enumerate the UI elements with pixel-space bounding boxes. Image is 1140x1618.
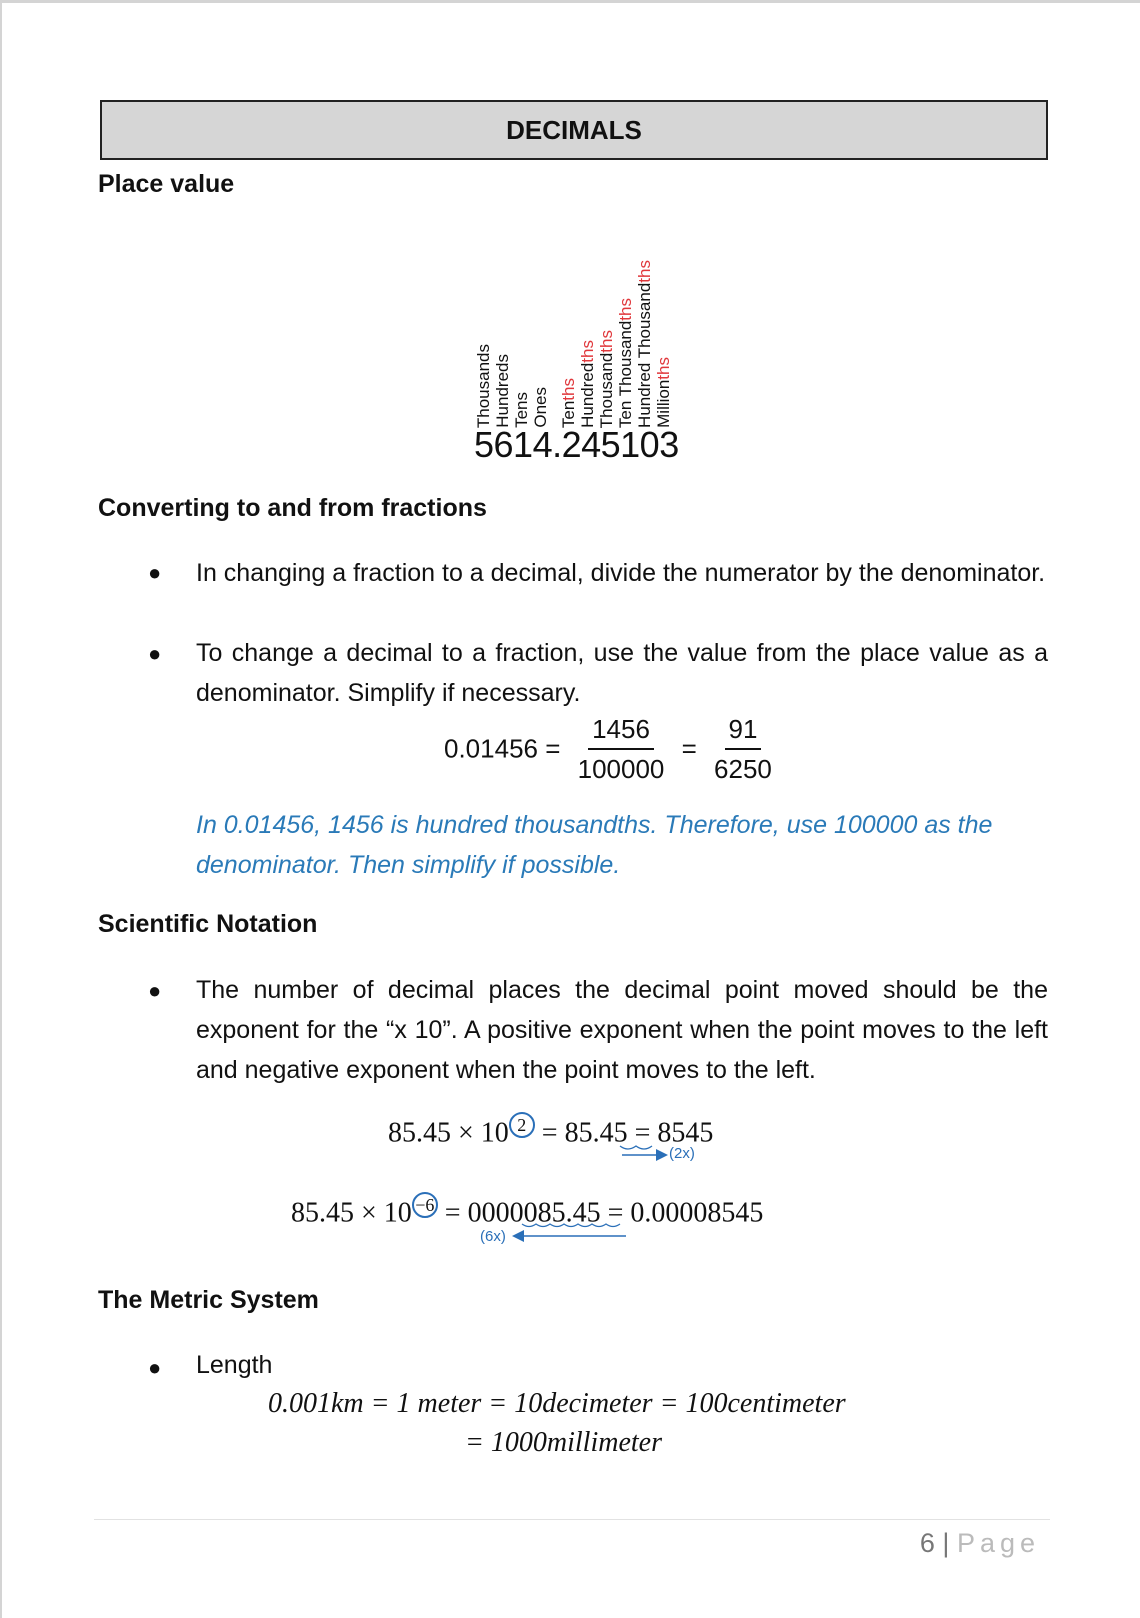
place-value-label-base: Ten Thousand: [616, 320, 635, 428]
heading-scientific: Scientific Notation: [98, 910, 318, 938]
place-value-label-base: Million: [654, 379, 673, 428]
footer-divider: [94, 1519, 1050, 1520]
fraction-bullet-1: In changing a fraction to a decimal, divide the numerator by the denominator.: [196, 559, 1046, 587]
place-value-label: [559, 378, 578, 428]
place-value-label: [616, 298, 635, 428]
fraction-bullet-2: To change a decimal to a fraction, use the value from the place value as a denominator. Simplify if necessary.: [196, 639, 1048, 707]
eq-rest: = 85.45 = 8545: [541, 1117, 714, 1149]
fraction-note: In 0.01456, 1456 is hundred thousandths. Therefore, use 100000 as the denominator. Then simplify if possible.: [196, 811, 993, 879]
place-value-label-suffix: ths: [597, 329, 616, 353]
fraction-equation: [444, 710, 782, 788]
equation-lhs: 0.01456 =: [444, 733, 561, 764]
place-value-label-base: Hundred: [578, 362, 597, 428]
numerator: 91: [725, 710, 762, 750]
place-value-label: [635, 260, 654, 428]
bullet-icon: ●: [148, 1355, 162, 1380]
bullet-icon: ●: [148, 560, 162, 585]
denominator: 100000: [577, 754, 665, 784]
footer-separator: |: [942, 1528, 950, 1558]
place-value-labels: [474, 232, 673, 428]
equals-sign: =: [681, 733, 697, 764]
place-value-number: 5614.245103: [474, 424, 679, 465]
place-value-label-suffix: ths: [559, 377, 578, 401]
place-value-label: [597, 330, 616, 428]
scientific-bullet: The number of decimal places the decimal point moved should be the exponent for the “x 10”. A positive exponent when the point moves to the left and negative exponent when the point moves to the left.: [196, 976, 1048, 1084]
shift-annotation-2x: (2x): [669, 1145, 695, 1162]
place-value-label: [474, 344, 493, 428]
place-value-label-base: Tens: [512, 392, 531, 428]
bullet-icon: ●: [148, 978, 162, 1003]
place-value-label: [578, 340, 597, 428]
page-number: 6: [919, 1528, 935, 1558]
place-value-label-suffix: ths: [635, 260, 654, 283]
place-value-label-base: Thousands: [474, 343, 493, 428]
heading-metric: The Metric System: [98, 1286, 319, 1314]
eq-rest: = 0000085.45 = 0.00008545: [444, 1197, 764, 1229]
page-title-text: DECIMALS: [506, 114, 642, 145]
arrow-left-icon: [510, 1220, 630, 1248]
fraction-1: [574, 710, 669, 788]
metric-equation-line-2: = 1000millimeter: [465, 1427, 662, 1458]
page-footer: [920, 1528, 1040, 1559]
place-value-label: [531, 387, 550, 428]
heading-fractions: Converting to and from fractions: [98, 494, 487, 522]
place-value-label-base: Hundreds: [493, 354, 512, 428]
place-value-label-suffix: ths: [578, 340, 597, 363]
place-value-label-suffix: ths: [616, 297, 635, 321]
shift-annotation-6x: (6x): [480, 1228, 506, 1245]
exponent-circled: −6: [412, 1192, 438, 1218]
place-value-label: [493, 354, 512, 428]
place-value-label: [512, 392, 531, 428]
bullet-icon: ●: [148, 641, 162, 666]
heading-place-value: Place value: [98, 170, 235, 198]
fraction-2: [710, 710, 776, 788]
place-value-label-base: Ones: [531, 387, 550, 428]
place-value-label-suffix: ths: [654, 357, 673, 380]
exponent-circled: 2: [509, 1112, 535, 1138]
place-value-label-base: Thousand: [597, 352, 616, 428]
place-value-label: [654, 357, 673, 428]
metric-equation-line-1: 0.001km = 1 meter = 10decimeter = 100centimeter: [268, 1388, 846, 1419]
place-value-label-base: Ten: [559, 400, 578, 428]
metric-bullet: Length: [196, 1351, 273, 1379]
page-title: [100, 100, 1048, 160]
denominator: 6250: [714, 754, 772, 784]
page-label: Page: [956, 1528, 1040, 1558]
eq-base: 85.45 × 10: [388, 1117, 509, 1149]
eq-base: 85.45 × 10: [291, 1197, 412, 1229]
place-value-label-base: Hundred Thousand: [635, 282, 654, 428]
numerator: 1456: [588, 710, 654, 750]
